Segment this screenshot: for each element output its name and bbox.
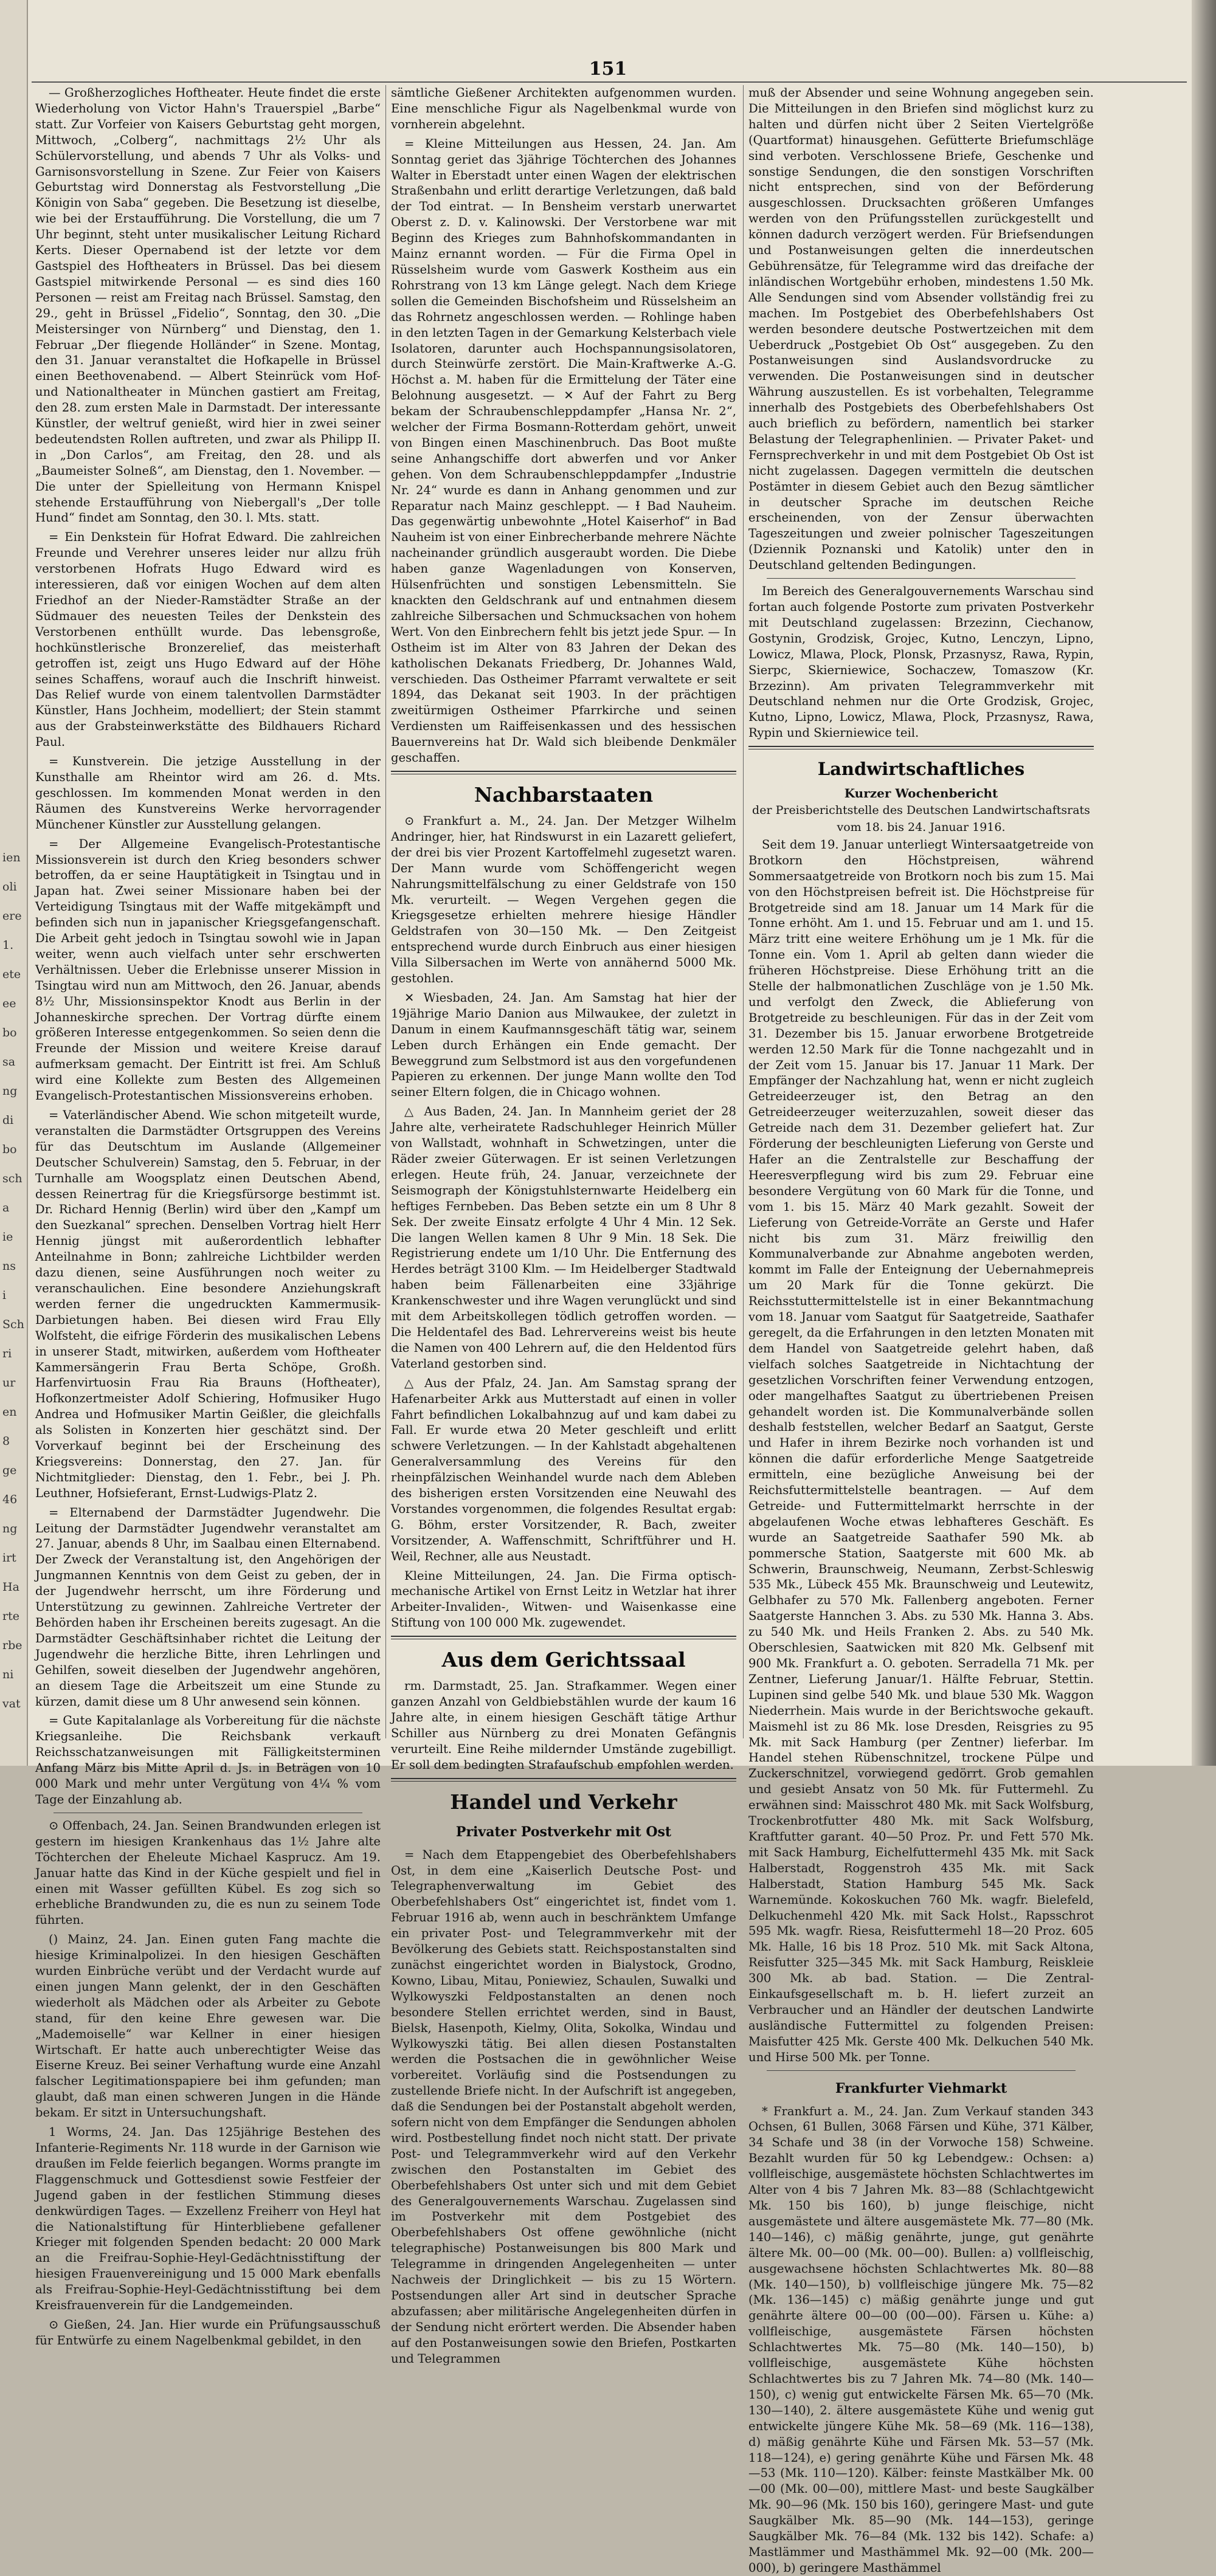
column-3: [748, 85, 1094, 2575]
adjacent-page-fragment: 46: [2, 1493, 18, 1506]
section-divider: [767, 578, 1076, 579]
adjacent-page-fragment: vat: [2, 1697, 21, 1710]
adjacent-page-fragment: sa: [2, 1055, 16, 1069]
adjacent-page-fragment: 8: [2, 1434, 10, 1448]
adjacent-page-fragment: ng: [2, 1084, 18, 1098]
adjacent-page-fragment: i: [2, 1289, 7, 1302]
adjacent-page-fragment: ie: [2, 1230, 13, 1244]
adjacent-page-fragment: ete: [2, 968, 21, 981]
article-jugendwehr: = Elternabend der Darmstädter Jugendwehr. Die Leitung der Darmstädter Jugendwehr veranstaltet am 27. Januar, abends 8 Uhr, im Saalbau einen Elternabend. Der Zweck der Veranstaltung ist, den Angehörigen der Jungmannen Kenntnis von dem Geist zu geben, der in der Jugendwehr herrscht, um ihre Förderung und Unterstützung zu gewinnen. Zahlreiche Vertreter der Behörden haben ihr Erscheinen bereits zugesagt. An die Darmstädter Geschäftsinhaber richtet die Leitung der Jugendwehr die herzliche Bitte, ihren Lehrlingen und Gehilfen, soweit dieselben der Jugendwehr angehören, an diesem Tage die Arbeitszeit um eine Stunde zu kürzen, damit diese um 8 Uhr anwesend sein können.: [35, 1505, 381, 1709]
adjacent-page-fragment: ng: [2, 1522, 18, 1535]
column-1: [35, 85, 381, 2347]
adjacent-page-fragment: bo: [2, 1026, 17, 1039]
article-baden: △ Aus Baden, 24. Jan. In Mannheim geriet der 28 Jahre alte, verheiratete Radschuhleger Heinrich Müller von Wallstadt, wohnhaft in Schwetzingen, unter die Räder zweier Güterwagen. Er ist seinen Verletzungen erlegen. Heute früh, 24. Januar, verzeichnete der Seismograph der Königstuhlsternwarte Heidelberg ein heftiges Fernbeben. Das Beben setzte ein um 8 Uhr 8 Sek. Der zweite Einsatz erfolgte 4 Uhr 4 Min. 12 Sek. Die langen Wellen kamen 8 Uhr 9 Min. 18 Sek. Die Registrierung endete um 1/10 Uhr. Die Entfernung des Herdes beträgt 3100 Klm. — Im Heidelberger Stadtwald haben beim Fällenarbeiten eine 33jährige Krankenschwester und ihre Wagen verunglückt und sind mit dem Arbeitskollegen tödlich getroffen worden. — Die Heldentafel des Bad. Lehrervereins weist bis heute die Namen von 400 Lehrern auf, die den Heldentod fürs Vaterland gestorben sind.: [391, 1104, 736, 1371]
adjacent-page-fragment: sch: [2, 1172, 22, 1185]
adjacent-page-fragment: ur: [2, 1376, 16, 1390]
section-divider: [391, 771, 736, 774]
adjacent-page-fragment: ns: [2, 1259, 16, 1273]
article-denkstein: = Ein Denkstein für Hofrat Edward. Die zahlreichen Freunde und Verehrer unseres leider nur allzu früh verstorbenen Hofrats Hugo Edward wird es interessieren, daß vor einigen Wochen auf dem alten Friedhof an der Nieder-Ramstädter Straße an der Südmauer des neuesten Teiles der Denkstein des Verstorbenen enthüllt wurde. Das lebensgroße, hochkünstlerische Bronzerelief, das meisterhaft getroffen ist, zeigt uns Hugo Edward auf der Höhe seines Schaffens, worauf auch die Inschrift hinweist. Das Relief wurde von einem talentvollen Darmstädter Künstler, Hans Jochheim, modelliert; der Stein stammt aus der Grabsteinwerkstätte des Bildhauers Richard Paul.: [35, 530, 381, 749]
article-offenbach: ⊙ Offenbach, 24. Jan. Seinen Brandwunden erlegen ist gestern im hiesigen Krankenhaus das 1½ Jahre alte Töchterchen der Eheleute Michael Kasprucz. Am 19. Januar hatte das Kind in der Küche gespielt und fiel in einen mit Wasser gefüllten Kübel. Es zog sich so erhebliche Brandwunden zu, die es nun zu seinem Tode führten.: [35, 1818, 381, 1927]
adjacent-page-edge: [0, 0, 28, 1766]
book-binding-edge: [1192, 0, 1216, 1766]
subheading-wochenbericht: Kurzer Wochenbericht: [844, 786, 998, 801]
column-rule: [385, 85, 386, 1738]
subheading-postverkehr: Privater Postverkehr mit Ost: [455, 1824, 672, 1840]
adjacent-page-fragment: Sch: [2, 1318, 24, 1331]
article-vaterlaendischer-abend: = Vaterländischer Abend. Wie schon mitgeteilt wurde, veranstalten die Darmstädter Ortsgruppen des Vereins für das Deutschtum im Auslande (Allgemeiner Deutscher Schulverein) Samstag, den 5. Februar, in der Turnhalle am Woogsplatz einen Deutschen Abend, dessen Reinertrag für die Kriegsfürsorge bestimmt ist. Dr. Richard Hennig (Berlin) wird über den „Kampf um den Suezkanal“ sprechen. Denselben Vortrag hielt Herr Hennig jüngst mit außerordentlich lebhafter Anteilnahme in Bonn; zahlreiche Lichtbilder werden dazu dienen, seine Ausführungen noch weiter zu veranschaulichen. Eine besondere Anziehungskraft werden ferner die ungedruckten Kammermusik-Darbietungen haben. Bei diesen wird Frau Elly Wolfsteht, die eifrige Förderin des musikalischen Lebens in unserer Stadt, mitwirken, außerdem vom Hoftheater Kammersängerin Frau Berta Schöpe, Großh. Harfenvirtuosin Frau Ria Brauns (Hoftheater), Hofkonzertmeister Adolf Schiering, Hofmusiker Hugo Andrea und Hofmusiker Martin Geißler, die gleichfalls als Solisten in Konzerten hier geschätzt sind. Der Vorverkauf beginnt bei der Erscheinung des Kriegsvereins: Donnerstag, den 27. Jan. für Nichtmitglieder: Dienstag, den 1. Febr., bei J. Ph. Leuthner, Hofsieferant, Ernst-Ludwigs-Platz 2.: [35, 1108, 381, 1500]
adjacent-page-fragment: a: [2, 1201, 10, 1214]
section-divider: [748, 746, 1094, 749]
article-wochenbericht: Seit dem 19. Januar unterliegt Wintersaatgetreide von Brotkorn den Höchstpreisen, während Sommersaatgetreide von Brotkorn noch bis zum 15. Mai von den Höchstpreisen befreit ist. Die Höchstpreise für Brotgetreide sind am 18. Januar um 14 Mark für die Tonne erhöht. Am 1. und 15. Februar und am 1. und 15. März tritt eine weitere Erhöhung um je 1 Mk. für die Tonne ein. Vom 1. April ab gelten dann wieder die früheren Höchstpreise. Diese Erhöhung tritt an die Stelle der halbmonatlichen Zuschläge von je 1.50 Mk. und verfolgt den Zweck, die Ablieferung von Brotgetreide zu beschleunigen. Für das in der Zeit vom 31. Dezember bis 15. Januar erworbene Brotgetreide werden 12.50 Mark für die Tonne nachgezahlt und in der Zeit vom 15. Januar bis 17. Januar 11 Mark. Der Empfänger der Nachzahlung hat, wenn er nicht zugleich Getreideerzeuger ist, den Betrag an den Getreideerzeuger weiterzuzahlen, soweit dieser das Getreide nach dem 31. Dezember geliefert hat. Zur Förderung der beschleunigten Lieferung von Gerste und Hafer an die Zentralstelle zur Beschaffung der Heeresverpflegung wird bis zum 29. Februar eine besondere Vergütung von 60 Mark für die Tonne, und vom 1. bis 15. März 40 Mark gezahlt. Soweit der Lieferung von Getreide-Vorräte an Gerste und Hafer nicht bis zum 31. März freiwillig den Kommunalverbande zur Abnahme angeboten werden, kommt im Falle der Enteignung der Uebernahmepreis um 20 Mark für die Tonne gekürzt. Die Reichsstuttermittelstelle ist in einer Bekanntmachung vom 18. Januar vom Saatgut für Saatgetreide, Saathafer geregelt, da die Erfahrungen in den letzten Monaten mit dem Handel von Saatgetreide gelehrt haben, daß vielfach solches Saatgetreide in Nichtachtung der gesetzlichen Vorschriften feiner Verwendung entzogen, oder mangelhaftes Saatgut zu übertriebenen Preisen gehandelt worden ist. Die Kommunalverbände sollen deshalb feststellen, welcher Bedarf an Saatgut, Gerste und Hafer in ihrem Bezirke noch vorhanden ist und können die dafür erforderliche Menge Saatgetreide ermitteln, eine bezügliche Anweisung bei der Reichsfuttermittelstelle beantragen. — Auf dem Getreide- und Futtermittelmarkt herrschte in der abgelaufenen Woche etwas lebhafteres Geschäft. Es wurde an Saatgetreide Saathafer 590 Mk. ab pommersche Station, Saatgerste mit 600 Mk. ab Schwerin, Braunschweig, Neumann, Zerbst-Schleswig 535 Mk., Lübeck 455 Mk. Braunschweig und Leutewitz, Gelbhafer zu 570 Mk. Fallenberg angeboten. Ferner Saatgerste Hannchen 3. Abs. zu 530 Mk. Hanna 3. Abs. zu 540 Mk. und Heils Franken 2. Abs. zu 540 Mk. Oberschlesien, Saatwicken mit 820 Mk. Gelbsenf mit 900 Mk. Frankfurt a. O. geboten. Serradella 71 Mk. per Zentner, Lieferung Januar/1. Hälfte Februar, Stettin. Lupinen sind gelbe 540 Mk. und blaue 530 Mk. Waggon Niederrhein. Mais wurde in der Berichtswoche gekauft. Maismehl ist zu 86 Mk. lose Dresden, Reisgries zu 95 Mk. mit Sack Hamburg (per Zentner) lieferbar. Im Handel stehen Rübenschnitzel, trockene Pülpe und Zuckerschnitzel, vorwiegend gedörrt. Grob gemahlen und gesiebt Ansatz von 50 Mk. für Futtermehl. Zu erwähnen sind: Maisschrot 480 Mk. mit Sack Wolfsburg, Trockenbrotfutter 480 Mk. mit Sack Wolfsburg, Kraftfutter garant. 40—50 Proz. Pr. und Fett 570 Mk. mit Sack Hamburg, Eichelfuttermehl 435 Mk. mit Sack Halberstadt, Roggenstroh 435 Mk. mit Sack Halberstadt, Station Hamburg 545 Mk. Sack Warnemünde. Kokoskuchen 760 Mk. wagfr. Bielefeld, Delkuchenmehl 420 Mk. mit Sack Holst., Rapsschrot 595 Mk. wagfr. Riesa, Reisfuttermehl 18—20 Proz. 605 Mk. Halle, 16 bis 18 Proz. 510 Mk. mit Sack Altona, Reisfutter 325—345 Mk. mit Sack Hamburg, Reiskleie 300 Mk. ab bad. Station. — Die Zentral-Einkaufsgesellschaft m. b. H. liefert zurzeit an Verbraucher und an Händler der deutschen Landwirte ausländische Futtermittel zu folgenden Preisen: Maisfutter 425 Mk. Gerste 400 Mk. Delkuchen 540 Mk. und Hirse 500 Mk. per Tonne.: [748, 837, 1094, 2064]
article-postverkehr-cont: muß der Absender und seine Wohnung angegeben sein. Die Mitteilungen in den Briefen sind möglichst kurz zu halten und dürfen nicht über 2 Seiten Viertelgröße (Quartformat) hinausgehen. Gefütterte Briefumschläge sind verboten. Verschlossene Briefe, Geschenke und sonstige Sendungen, die den sonstigen Vorschriften nicht entsprechen, sind von der Beförderung ausgeschlossen. Drucksachten größeren Umfanges werden von den Prüfungsstellen zurückgestellt und können dadurch verzögert werden. Für Briefsendungen und Postanweisungen gelten die innerdeutschen Gebührensätze, für Telegramme wird das dreifache der inländischen Wortgebühr erhoben, mindestens 1.50 Mk. Alle Sendungen sind vom Absender vollständig frei zu machen. Im Postgebiet des Oberbefehlshabers Ost werden besondere deutsche Postwertzeichen mit dem Ueberdruck „Postgebiet Ob Ost“ ausgegeben. Zu den Postanweisungen sind Auslandsvordrucke zu verwenden. Die Postanweisungen sind in deutscher Währung auszustellen. Es ist vorbehalten, Telegramme innerhalb des Postgebiets des Oberbefehlshabers Ost auch brieflich zu befördern, namentlich bei starker Belastung der Telegraphenlinien. — Privater Paket- und Fernsprechverkehr in und mit dem Postgebiet Ob Ost ist nicht zugelassen. Dagegen vermitteln die deutschen Postämter in diesem Gebiet auch den Bezug sämtlicher in deutscher Sprache im deutschen Reiche erscheinenden, von der Zensur überwachten Tageszeitungen und zweier polnischer Tageszeitungen (Dziennik Poznanski und Katolik) unter den in Deutschland geltenden Bedingungen.: [748, 86, 1094, 573]
subheading-date-range: vom 18. bis 24. Januar 1916.: [837, 820, 1006, 834]
article-darmstadt-strafkammer: rm. Darmstadt, 25. Jan. Strafkammer. Wegen einer ganzen Anzahl von Geldbiebstählen wurde der kaum 16 Jahre alte, in einem hiesigen Geschäft tätige Arthur Schiller aus Nürnberg zu drei Monaten Gefängnis verurteilt. Eine Reihe mildernder Umstände zugebilligt. Er soll dem bedingten Strafaufschub empfohlen werden.: [391, 1679, 736, 1772]
adjacent-page-fragment: en: [2, 1405, 17, 1419]
adjacent-page-fragment: ere: [2, 909, 22, 923]
column-2: [391, 85, 736, 2366]
adjacent-page-fragment: irt: [2, 1551, 16, 1565]
adjacent-page-fragment: ee: [2, 997, 16, 1010]
article-kleine-mitteilungen-hessen: = Kleine Mitteilungen aus Hessen, 24. Jan. Am Sonntag geriet das 3jährige Töchterchen des Johannes Walter in Eberstadt unter einen Wagen der elektrischen Straßenbahn und erlitt derartige Verletzungen, daß bald der Tod eintrat. — In Bensheim verstarb unerwartet Oberst z. D. v. Kalinowski. Der Verstorbene war mit Beginn des Krieges zum Bahnhofskommandanten in Mainz ernannt worden. — Für die Firma Opel in Rüsselsheim wurde vom Gaswerk Kostheim aus ein Rohrstrang von 13 km Länge gelegt. Nach dem Kriege sollen die Gemeinden Bischofsheim und Rüsselsheim an das Rohrnetz angeschlossen werden. — Rohlinge haben in den letzten Tagen in der Gemarkung Kelsterbach viele Isolatoren, darunter auch Hochspannungsisolatoren, durch Steinwürfe zerstört. Die Main-Kraftwerke A.-G. Höchst a. M. haben für die Ermittelung der Täter eine Belohnung ausgesetzt. — ✕ Auf der Fahrt zu Berg bekam der Schraubenschleppdampfer „Hansa Nr. 2“, welcher der Firma Bosmann-Rotterdam gehört, unweit von Bingen einen Maschinenbruch. Das Boot mußte seine Anhangschiffe dort abwerfen und vor Anker gehen. Von dem Schraubenschleppdampfer „Industrie Nr. 24“ wurde es dann in Anhang genommen und zur Reparatur nach Mainz geschleppt. — Ɨ Bad Nauheim. Das gegenwärtig unbewohnte „Hotel Kaiserhof“ in Bad Nauheim ist von einer Einbrecherbande mehrere Nächte nacheinander gründlich ausgeraubt worden. Die Diebe haben ganze Wagenladungen von Konserven, Hülsenfrüchten und sonstigen Lebensmitteln. Sie knackten den Geldschrank auf und entnahmen diesem zahlreiche Silbersachen und Schmucksachen von hohem Wert. Von den Einbrechern fehlt bis jetzt jede Spur. — In Ostheim ist im Alter von 83 Jahren der Dekan des katholischen Dekanats Friedberg, Dr. Johannes Wald, verschieden. Das Ostheimer Pfarramt verwaltete er seit 1894, das Dekanat seit 1903. In der prächtigen zweitürmigen Ostheimer Pfarrkirche und seinen Verdiensten um Raiffeisenkassen und des hessischen Bauernvereins hat Dr. Wald sich bleibende Denkmäler geschaffen.: [391, 136, 736, 765]
article-kleine-mitteilungen: Kleine Mitteilungen, 24. Jan. Die Firma optisch-mechanische Artikel von Ernst Leitz in Wetzlar hat ihrer Arbeiter-Invaliden-, Witwen- und Waisenkasse eine Stiftung von 100 000 Mk. zugewendet.: [391, 1568, 736, 1630]
article-viehmarkt: * Frankfurt a. M., 24. Jan. Zum Verkauf standen 343 Ochsen, 61 Bullen, 3068 Färsen und Kühe, 371 Kälber, 34 Schafe und 38 (in der Vorwoche 158) Schweine. Bezahlt wurden für 50 kg Lebendgew.: Ochsen: a) vollfleischige, ausgemästete höchsten Schlachtwertes im Alter von 4 bis 7 Jahren Mk. 83—88 (Schlachtgewicht Mk. 150 bis 160), b) junge fleischige, nicht ausgemästete und ältere ausgemästete Mk. 77—80 (Mk. 140—146), c) mäßig genährte, junge, gut genährte ältere Mk. 00—00 (Mk. 00—00). Bullen: a) vollfleischig, ausgewachsene höchsten Schlachtwertes Mk. 80—88 (Mk. 140—150), b) vollfleischige jüngere Mk. 75—82 (Mk. 136—145) c) mäßig genährte junge und gut genährte ältere 00—00 (00—00). Färsen u. Kühe: a) vollfleischige, ausgemästete Färsen höchsten Schlachtwertes Mk. 75—80 (Mk. 140—150), b) vollfleischige, ausgemästete Kühe höchsten Schlachtwertes bis zu 7 Jahren Mk. 74—80 (Mk. 140—150), c) wenig gut entwickelte Färsen Mk. 65—70 (Mk. 130—140), 2. ältere ausgemästete Kühe und wenig gut entwickelte jüngere Kühe Mk. 58—69 (Mk. 116—138), d) mäßig genährte Kühe und Färsen Mk. 53—57 (Mk. 118—124), e) gering genährte Kühe und Färsen Mk. 48—53 (Mk. 110—120). Kälber: feinste Mastkälber Mk. 00—00 (Mk. 00—00), mittlere Mast- und beste Saugkälber Mk. 90—96 (Mk. 150 bis 160), geringere Mast- und gute Saugkälber Mk. 85—90 (Mk. 144—153), geringe Saugkälber Mk. 76—84 (Mk. 132 bis 142). Schafe: a) Mastlämmer und Masthämmel Mk. 92—00 (Mk. 200—000), b) geringere Masthämmel: [748, 2104, 1094, 2575]
article-mainz: () Mainz, 24. Jan. Einen guten Fang machte die hiesige Kriminalpolizei. In den hiesigen Geschäften wurden Einbrüche verübt und der Verdacht wurde auf einen jungen Mann gelenkt, der in den Geschäften wiederholt als Mädchen oder als Arbeiter zu Gebote stand, für den keine Ehre gewesen war. Die „Mademoiselle“ war Kellner in einer hiesigen Wirtschaft. Er hatte auch unberechtigter Weise das Eiserne Kreuz. Bei seiner Verhaftung wurde eine Anzahl falscher Legitimationspapiere bei ihm gefunden; man glaubt, daß man einen schweren Jungen in die Hände bekam. Er sitzt in Untersuchungshaft.: [35, 1932, 381, 2120]
adjacent-page-fragment: Ha: [2, 1580, 19, 1594]
adjacent-page-fragment: di: [2, 1114, 14, 1127]
article-missionsverein: = Der Allgemeine Evangelisch-Protestantische Missionsverein ist durch den Krieg besonders schwer betroffen, da er seine Hauptätigkeit in Tsingtau und in Japan hat. Zwei seiner Missionare haben bei der Verteidigung Tsingtaus mit der Waffe mitgekämpft und befinden sich nun in japanischer Kriegsgefangenschaft. Die Arbeit geht jedoch in Tsingtau sowohl wie in Japan weiter, wenn auch vielfach unter sehr erschwerten Verhältnissen. Ueber die Erlebnisse unserer Mission in Tsingtau wird nun am Mittwoch, den 26. Januar, abends 8½ Uhr, Missionsinspektor Knodt aus Berlin in der Johanneskirche sprechen. Der Vortrag dürfte einem größeren Interesse entgegenkommen. So seien denn die Freunde der Mission und weitere Kreise darauf aufmerksam gemacht. Der Eintritt ist frei. Am Schluß wird eine Kollekte zum Besten des Allgemeinen Evangelisch-Protestantischen Missionsvereins erhoben.: [35, 836, 381, 1103]
article-warschau: Im Bereich des Generalgouvernements Warschau sind fortan auch folgende Postorte zum privaten Postverkehr mit Deutschland zugelassen: Brzezinn, Ciechanow, Gostynin, Grodzisk, Grojec, Kutno, Lenczyn, Lipno, Lowicz, Mlawa, Plock, Plonsk, Przasnysz, Rawa, Rypin, Sierpc, Skierniewice, Sochaczew, Tomaszow (Kr. Brzezinn). Am privaten Telegrammverkehr mit Deutschland nehmen nur die Orte Grodzisk, Grojec, Kutno, Lipno, Lowicz, Mlawa, Plock, Przasnysz, Rawa, Rypin und Skierniewice teil.: [748, 584, 1094, 740]
section-divider: [391, 1778, 736, 1782]
adjacent-page-fragment: oli: [2, 880, 17, 894]
subheading-preisberichtstelle: der Preisberichtstelle des Deutschen Landwirtschaftsrats: [752, 804, 1090, 818]
adjacent-page-fragment: ge: [2, 1464, 17, 1477]
adjacent-page-fragment: ien: [2, 851, 21, 864]
adjacent-page-fragment: 1.: [2, 938, 14, 952]
adjacent-page-fragment: ri: [2, 1347, 12, 1360]
section-divider: [391, 1636, 736, 1639]
adjacent-page-fragment: rbe: [2, 1639, 22, 1652]
article-pfalz: △ Aus der Pfalz, 24. Jan. Am Samstag sprang der Hafenarbeiter Arkk aus Mutterstadt auf einen in voller Fahrt befindlichen Lokalbahnzug auf und kam dabei zu Fall. Er wurde etwa 20 Meter geschleift und erlitt schwere Verletzungen. — In der Kahlstadt abgehaltenen Generalversammlung des Vereins für den rheinpfälzischen Weinhandel wurde nach dem Ableben des bisherigen ersten Vorsitzenden eine Neuwahl des Vorstandes vorgenommen, die folgendes Resultat ergab: G. Böhm, erster Vorsitzender, R. Bach, zweiter Vorsitzender, A. Waffenschmitt, Schriftführer und H. Weil, Rechner, alle aus Neustadt.: [391, 1376, 736, 1563]
section-heading-landwirtschaftliches: Landwirtschaftliches: [817, 759, 1025, 780]
page-number: 151: [589, 58, 627, 80]
adjacent-page-fragment: bo: [2, 1143, 17, 1156]
article-hoftheater: — Großherzogliches Hoftheater. Heute findet die erste Wiederholung von Victor Hahn's Trauerspiel „Barbe“ statt. Zur Vorfeier von Kaisers Geburtstag geht morgen, Mittwoch, „Colberg“, nachmittags 2½ Uhr als Schülervorstellung, und abends 7 Uhr als Volks- und Garnisonsvorstellung in Szene. Zur Feier von Kaisers Geburtstag wird Donnerstag als Festvorstellung „Die Königin von Saba“ gegeben. Die Besetzung ist dieselbe, wie bei der Erstaufführung. Die Vorstellung, die um 7 Uhr beginnt, steht unter musikalischer Leitung Richard Kerts. Dieser Opernabend ist der letzte vor dem Gastspiel des Hoftheaters in Brüssel. Das bei diesem Gastspiel mitwirkende Personal — es sind dies 160 Personen — reist am Freitag nach Brüssel. Samstag, den 29., geht in Brüssel „Fidelio“, Sonntag, den 30. „Die Meistersinger von Nürnberg“ und Dienstag, den 1. Februar „Der fliegende Holländer“ in Szene. Montag, den 31. Januar veranstaltet die Hofkapelle in Brüssel einen Beethovenabend. — Albert Steinrück vom Hof- und Nationaltheater in München gastiert am Freitag, den 28. zum ersten Male in Darmstadt. Der interessante Künstler, der weltruf genießt, wird hier in zwei seiner bedeutendsten Rollen auftreten, und zwar als Philipp II. in „Don Carlos“, am Freitag, den 28. und als „Baumeister Solneß“, am Dienstag, den 1. November. — Die unter der Spielleitung von Hermann Knispel stehende Erstaufführung von Niebergall's „Der tolle Hund“ findet am Sonntag, den 30. l. Mts. statt.: [35, 86, 381, 525]
article-frankfurt: ⊙ Frankfurt a. M., 24. Jan. Der Metzger Wilhelm Andringer, hier, hat Rindswurst in ein Lazarett geliefert, der drei bis vier Prozent Kartoffelmehl zugesetzt waren. Der Mann wurde vom Schöffengericht wegen Nahrungsmittelfälschung zu einer Geldstrafe von 150 Mk. verurteilt. — Wegen Vergehen gegen die Kriegsgesetze erhielten mehrere hiesige Händler Geldstrafen von 30—150 Mk. — Den Zeitgeist entsprechend wurde durch Einbruch aus einer hiesigen Villa Silbersachen im Werte von annähernd 5000 Mk. gestohlen.: [391, 813, 736, 986]
article-wiesbaden: ✕ Wiesbaden, 24. Jan. Am Samstag hat hier der 19jährige Mario Danion aus Milwaukee, der zuletzt in Danum in einem Kaufmannsgeschäft tätig war, seinem Leben durch Erhängen ein Ende gemacht. Der Beweggrund zum Selbstmord ist aus den vorgefundenen Papieren zu erkennen. Der junge Mann wollte den Tod seiner Eltern folgen, die in Chicago wohnen.: [391, 990, 736, 1100]
article-postverkehr: = Nach dem Etappengebiet des Oberbefehlshabers Ost, in dem eine „Kaiserlich Deutsche Post- und Telegraphenverwaltung im Gebiet des Oberbefehlshabers Ost“ eingerichtet ist, findet vom 1. Februar 1916 ab, wenn auch in beschränktem Umfange ein privater Post- und Telegrammverkehr mit der Bevölkerung des Gebiets statt. Reichspostanstalten sind zunächst eingerichtet worden in Bialystock, Grodno, Kowno, Libau, Mitau, Poniewiez, Schaulen, Suwalki und Wylkowyszki Feldpostanstalten an denen noch besondere Stellen errichtet werden, sind in Baust, Bielsk, Hasenpoth, Kielmy, Olita, Sokolka, Windau und Wylkowyszki tätig. Bei allen diesen Postanstalten werden die Postsachen die in gewöhnlicher Weise vorbereitet. Vorläufig sind die Postsendungen zu zustellende Briefe nicht. In der Aufschrift ist angegeben, daß die Sendungen bei der Postanstalt abgeholt werden, sofern nicht von dem Empfänger die Sendungen abholen wird. Postbestellung findet noch nicht statt. Der private Post- und Telegrammverkehr wird auf den Verkehr zwischen den Postanstalten im Gebiet des Oberbefehlshabers Ost unter sich und mit dem Gebiet des Generalgouvernements Warschau. Zugelassen sind im Postverkehr mit dem Postgebiet des Oberbefehlshabers Ost offene gewöhnliche (nicht telegraphische) Postanweisungen bis 800 Mark und Telegramme in dringenden Angelegenheiten — unter Nachweis der Dringlichkeit — bis zu 15 Wörtern. Postsendungen aller Art sind in deutscher Sprache abzufassen; aber militärische Angelegenheiten dürfen in der Sendung nicht erörtert werden. Die Absender haben auf den Postanweisungen sowie den Briefen, Postkarten und Telegrammen: [391, 1847, 736, 2366]
section-divider: [767, 2070, 1076, 2071]
column-rule: [743, 85, 744, 1738]
article-giessen: ⊙ Gießen, 24. Jan. Hier wurde ein Prüfungsausschuß für Entwürfe zu einem Nagelbenkmal gebildet, in den: [35, 2317, 381, 2347]
header-rule: [32, 81, 1187, 83]
section-heading-gerichtssaal: Aus dem Gerichtssaal: [441, 1648, 686, 1672]
subheading-viehmarkt: Frankfurter Viehmarkt: [835, 2080, 1007, 2096]
section-heading-nachbarstaaten: Nachbarstaaten: [474, 782, 654, 807]
article-worms: 1 Worms, 24. Jan. Das 125jährige Bestehen des Infanterie-Regiments Nr. 118 wurde in der Garnison wie draußen im Felde feierlich begangen. Worms prangte im Flaggenschmuck und Gottesdienst sowie Festfeier der Jugend gaben in der festlichen Stimmung dieses denkwürdigen Tages. — Exzellenz Freiherr von Heyl hat die Nationalstiftung für Hinterbliebene gefallener Krieger mit folgenden Spenden bedacht: 20 000 Mark an die Freifrau-Sophie-Heyl-Gedächtnisstiftung der hiesigen Frauenvereinigung und 15 000 Mark ebenfalls als Freifrau-Sophie-Heyl-Gedächtnisstiftung bei dem Kreisfrauenverein für die Landgemeinden.: [35, 2125, 381, 2313]
article-kunstverein: = Kunstverein. Die jetzige Ausstellung in der Kunsthalle am Rheintor wird am 26. d. Mts. geschlossen. Im kommenden Monat werden in den Räumen des Kunstvereins Werke hervorragender Münchener Künstler zur Ausstellung gelangen.: [35, 754, 381, 832]
section-heading-handel: Handel und Verkehr: [450, 1789, 677, 1814]
article-kapitalanlage: = Gute Kapitalanlage als Vorbereitung für die nächste Kriegsanleihe. Die Reichsbank verkauft Reichsschatzanweisungen mit Fälligkeitsterminen Anfang März bis Mitte April d. Js. in Beträgen von 10 000 Mark und mehr unter Vergütung von 4¼ % vom Tage der Einzahlung ab.: [35, 1713, 381, 1806]
adjacent-page-fragment: ni: [2, 1668, 14, 1681]
article-giessen-cont: sämtliche Gießener Architekten aufgenommen wurden. Eine menschliche Figur als Nagelbenkmal wurde von vornherein abgelehnt.: [391, 86, 736, 131]
adjacent-page-fragment: rte: [2, 1610, 19, 1623]
